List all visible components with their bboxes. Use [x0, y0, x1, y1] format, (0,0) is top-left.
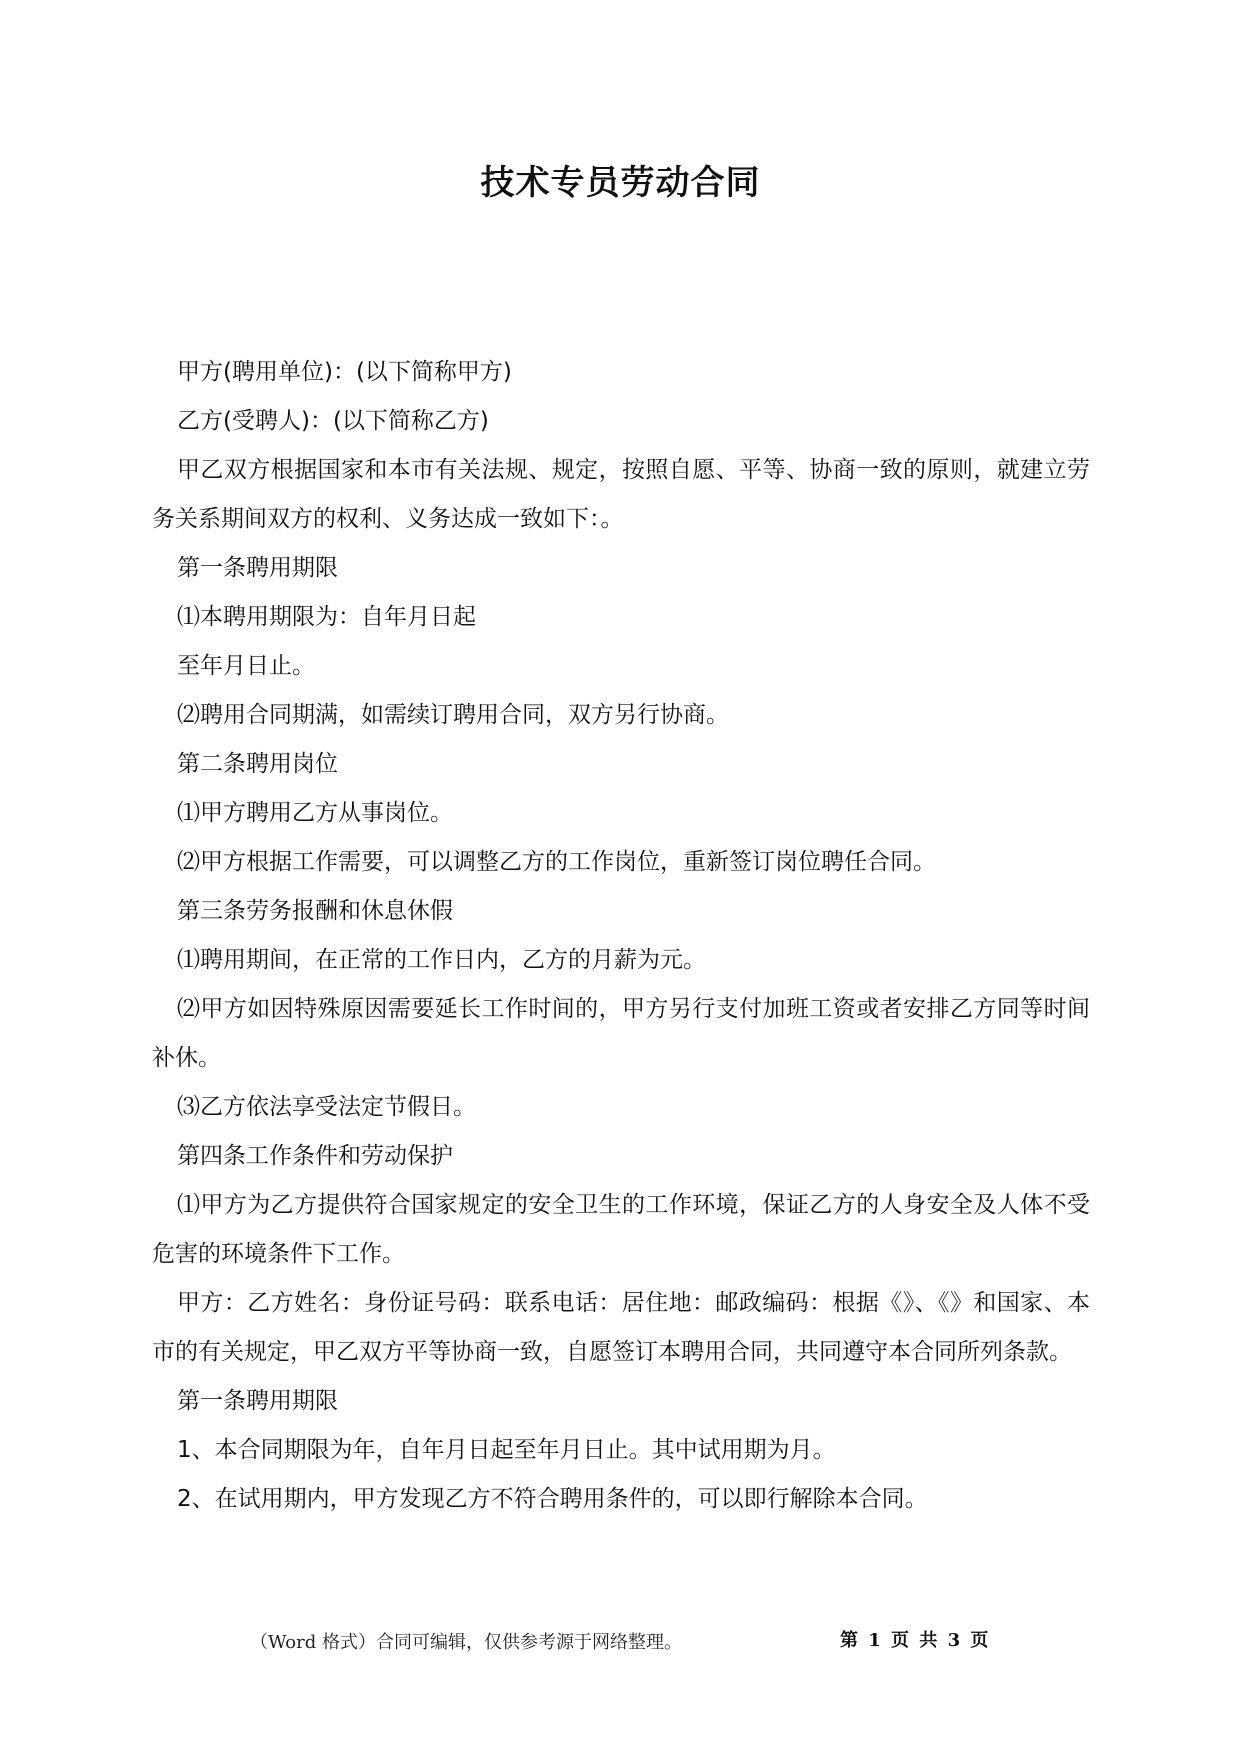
paragraph: 甲乙双方根据国家和本市有关法规、规定，按照自愿、平等、协商一致的原则，就建立劳务关系期间双方的权利、义务达成一致如下：。	[152, 457, 1090, 532]
section-heading: 第二条聘用岗位	[177, 751, 338, 777]
section-heading: 第一条聘用期限	[177, 555, 338, 581]
footer-note: （Word 格式）合同可编辑，仅供参考源于网络整理。	[250, 1632, 682, 1653]
section-heading: 第四条工作条件和劳动保护	[177, 1143, 453, 1169]
paragraph: 1、本合同期限为年，自年月日起至年月日止。其中试用期为月。	[177, 1437, 836, 1463]
paragraph: 至年月日止。	[177, 653, 315, 679]
section-heading: 第一条聘用期限	[177, 1388, 338, 1414]
paragraph: ⑴聘用期间，在正常的工作日内，乙方的月薪为元。	[177, 947, 706, 973]
paragraph: 2、在试用期内，甲方发现乙方不符合聘用条件的，可以即行解除本合同。	[177, 1486, 928, 1512]
paragraph: 甲方(聘用单位)：(以下简称甲方)	[177, 359, 512, 385]
paragraph: ⑵甲方如因特殊原因需要延长工作时间的，甲方另行支付加班工资或者安排乙方同等时间补休。	[152, 996, 1090, 1071]
paragraph: 乙方(受聘人)：(以下简称乙方)	[177, 408, 489, 434]
paragraph: ⑵甲方根据工作需要，可以调整乙方的工作岗位，重新签订岗位聘任合同。	[177, 849, 936, 875]
document-body	[152, 348, 1090, 1524]
paragraph: 甲方：乙方姓名：身份证号码：联系电话：居住地：邮政编码：根据《》、《》和国家、本市的有关规定，甲乙双方平等协商一致，自愿签订本聘用合同，共同遵守本合同所列条款。	[152, 1290, 1090, 1365]
paragraph: ⑴本聘用期限为：自年月日起	[177, 604, 476, 630]
paragraph: ⑵聘用合同期满，如需续订聘用合同，双方另行协商。	[177, 702, 729, 728]
paragraph: ⑴甲方聘用乙方从事岗位。	[177, 800, 453, 826]
page-number: 第 1 页 共 3 页	[840, 1630, 989, 1651]
document-title: 技术专员劳动合同	[480, 163, 761, 203]
paragraph: ⑴甲方为乙方提供符合国家规定的安全卫生的工作环境，保证乙方的人身安全及人体不受危害的环境条件下工作。	[152, 1192, 1090, 1267]
section-heading: 第三条劳务报酬和休息休假	[177, 898, 453, 924]
paragraph: ⑶乙方依法享受法定节假日。	[177, 1094, 476, 1120]
